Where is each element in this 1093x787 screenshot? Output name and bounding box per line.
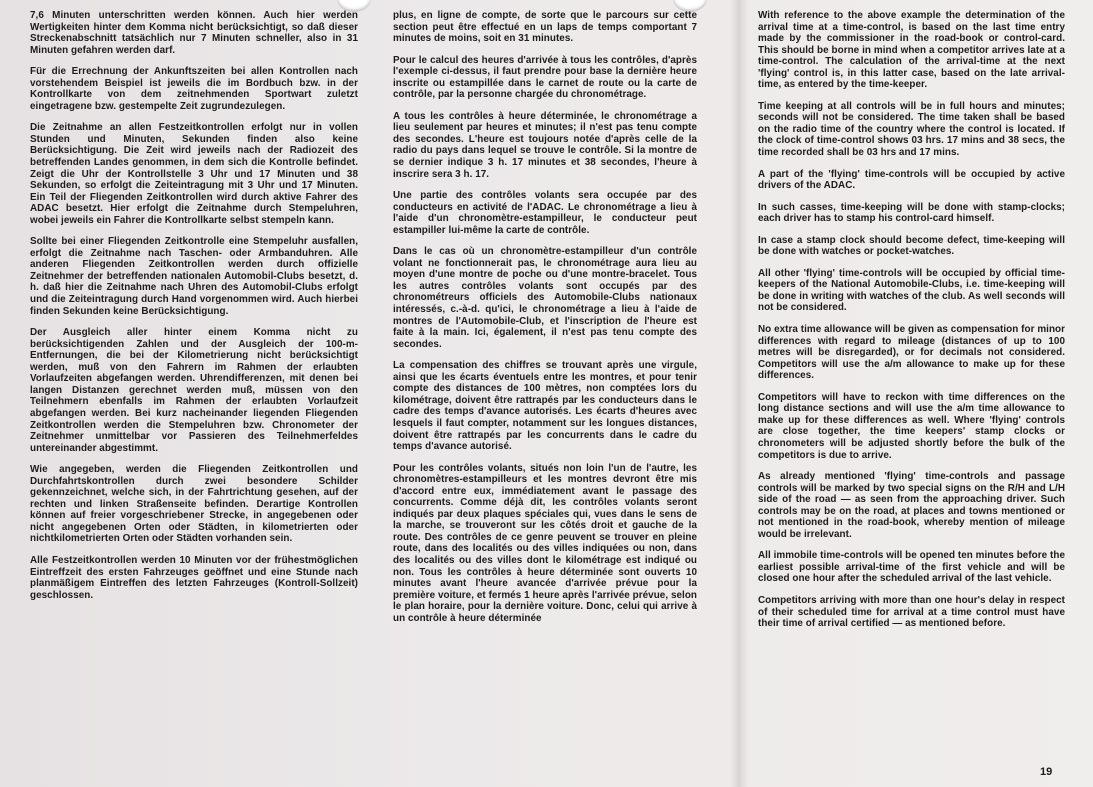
- paragraph: Wie angegeben, werden die Fliegenden Zeitkontrollen und Durchfahrtskontrollen durch zwei besondere Schilder gekennzeichnet, welche sich, in der Fahrtrichtung gesehen, auf der rechten und linken Straßenseite befinden. Derartige Kontrollen können auf freier vorgeschriebener Strecke, in angegebenen oder nicht angegebenen Orten oder Städten, in kilometrierten oder nichtkilometrierten Orten oder Städten vorhanden sein.: [30, 464, 358, 545]
- column-german: [30, 10, 358, 611]
- paragraph: With reference to the above example the determination of the arrival time at a time-control, is based on the last time entry made by the commissioner in the road-book or control-card. This should be borne in mind when a competitor arrives late at a time-control. The calculation of the arrival-time at the next 'flying' control is, in this latter case, based on the late arrival-time, as entered by the time-keeper.: [758, 10, 1065, 91]
- paragraph: Competitors arriving with more than one hour's delay in respect of their scheduled time for arrival at a time control must have their time of arrival certified — as mentioned before.: [758, 594, 1065, 630]
- paragraph: plus, en ligne de compte, de sorte que le parcours sur cette section peut être effectué en un laps de temps comportant 7 minutes de moins, soit en 31 minutes.: [393, 10, 697, 45]
- paragraph: Die Zeitnahme an allen Festzeitkontrollen erfolgt nur in vollen Stunden und Minuten, Sekunden finden also keine Berücksichtigung. Die Zeit wird jeweils nach der Radiozeit des betreffenden Landes genommen, in dem sich die Kontrolle befindet. Zeigt die Uhr der Kontrollstelle 3 Uhr und 17 Minuten und 38 Sekunden, so erfolgt die Zeiteintragung mit 3 Uhr und 17 Minuten. Ein Teil der Fliegenden Zeitkontrollen wird durch aktive Fahrer des ADAC besetzt. Hier erfolgt die Zeitnahme durch Stempeluhren, wobei jeweils ein Fahrer die Kontrollkarte selbst stempeln kann.: [30, 122, 358, 226]
- paragraph: Une partie des contrôles volants sera occupée par des conducteurs en activité de l'ADAC. Le chronométrage a lieu à l'aide d'un chronomètre-estampilleur, le conducteur peut estampiller lui-même la carte de contrôle.: [393, 190, 697, 236]
- paragraph: La compensation des chiffres se trouvant après une virgule, ainsi que les écarts éventuels entre les montres, et pour tenir compte des distances de 100 mètres, non comptées lors du kilométrage, doivent être rattrapés par les conducteurs dans le cadre des temps d'avance autorisés. Les écarts d'heures avec lesquels il faut compter, notamment sur les longues distances, doivent être rattrapés par les concurrents dans le cadre du temps d'avance autorisé.: [393, 360, 697, 453]
- page-fold: [730, 0, 748, 787]
- paragraph: Für die Errechnung der Ankunftszeiten bei allen Kontrollen nach vorstehendem Beispiel ist jeweils die im Bordbuch bzw. in der Kontrollkarte von dem zeitnehmenden Sportwart zuletzt eingetragene bzw. gestempelte Zeit zugrundezulegen.: [30, 66, 358, 112]
- paragraph: Sollte bei einer Fliegenden Zeitkontrolle eine Stempeluhr ausfallen, erfolgt die Zeitnahme nach Taschen- oder Armbanduhren. Alle anderen Fliegenden Zeitkontrollen werden durch offizielle Zeitnehmer der betreffenden nationalen Automobil-Clubs besetzt, d. h. daß hier die Zeitnahme nach Uhren des Automobil-Clubs erfolgt und die Zeiteintragung durch Hand vorgenommen wird. Auch hierbei finden Sekunden keine Berücksichtigung.: [30, 236, 358, 317]
- column-french: [393, 10, 697, 634]
- paragraph: Alle Festzeitkontrollen werden 10 Minuten vor der frühestmöglichen Eintreffzeit des ersten Fahrzeuges geöffnet und eine Stunde nach planmäßigem Eintreffen des letzten Fahrzeuges (Kontroll-Sollzeit) geschlossen.: [30, 554, 358, 601]
- paragraph: In case a stamp clock should become defect, time-keeping will be done with watches or pocket-watches.: [758, 234, 1065, 258]
- paragraph: Pour le calcul des heures d'arrivée à tous les contrôles, d'après l'exemple ci-dessus, il faut prendre pour base la dernière heure inscrite ou estampillée dans le carnet de route ou la carte de contrôle, par la personne chargée du chronométrage.: [393, 54, 697, 101]
- paragraph: Competitors will have to reckon with time differences on the long distance sections and will use the a/m time allowance to make up for these differences as well. Where 'flying' controls are close together, the time keepers' stamp clocks or chronometers will be adjusted shortly before the bulk of the competitors is due to arrive.: [758, 391, 1065, 461]
- page-number: 19: [1040, 766, 1053, 778]
- paragraph: Pour les contrôles volants, situés non loin l'un de l'autre, les chronomètres-estampilleurs et les montres devront être mis d'accord entre eux, immédiatement avant le passage des concurrents. Comme déjà dit, les contrôles volants seront indiqués par deux plaques spéciales qui, vues dans le sens de la marche, se trouveront sur les côtés droit et gauche de la route. Des contrôles de ce genre peuvent se trouver en pleine route, dans des localités ou des villes indiquées ou non, dans des localités ou des villes dont le kilométrage est indiqué ou non. Tous les contrôles à heure déterminée sont ouverts 10 minutes avant l'heure avancée d'arrivée prévue pour la première voiture, et fermés 1 heure après l'arrivée prévue, selon le plan horaire, pour la dernière voiture. Donc, celui qui arrive à un contrôle à heure déterminée: [393, 462, 697, 624]
- paragraph: All other 'flying' time-controls will be occupied by official time-keepers of the National Automobile-Clubs, i.e. time-keeping will be done in writing with watches of the club. As well seconds will not be considered.: [758, 267, 1065, 314]
- paragraph: A part of the 'flying' time-controls will be occupied by active drivers of the ADAC.: [758, 168, 1065, 192]
- paragraph: All immobile time-controls will be opened ten minutes before the earliest possible arrival-time of the first vehicle and will be closed one hour after the scheduled arrival of the last vehicle.: [758, 550, 1065, 585]
- paragraph: Dans le cas où un chronomètre-estampilleur d'un contrôle volant ne fonctionnerait pas, le chronométrage aura lieu au moyen d'une montre de poche ou d'une montre-bracelet. Tous les autres contrôles volants sont occupés par des chronométreurs officiels des Automobile-Clubs nationaux intéressés, c.-à-d. qu'ici, le chronométrage a lieu à l'aide de montres de l'Automobile-Club, et l'inscription de l'heure est faite à la main. Ici, également, il n'est pas tenu compte des secondes.: [393, 246, 697, 350]
- paragraph: 7,6 Minuten unterschritten werden können. Auch hier werden Wertigkeiten hinter dem Komma nicht berücksichtigt, so daß dieser Streckenabschnitt tatsächlich nur 7 Minuten schneller, also in 31 Minuten gefahren werden darf.: [30, 10, 358, 56]
- paragraph: Der Ausgleich aller hinter einem Komma nicht zu berücksichtigenden Zahlen und der Ausgleich der 100-m-Entfernungen, die bei der Kilometrierung nicht berücksichtigt werden, muß von den Fahrern im Rahmen der erlaubten Vorlaufzeiten abgefangen werden. Uhrendifferenzen, mit denen bei langen Distanzen gerechnet werden muß, müssen von den Teilnehmern ebenfalls im Rahmen der erlaubten Vorlaufzeit abgefangen werden. Bei kurz nacheinander liegenden Fliegenden Zeitkontrollen werden die Stempeluhren bzw. Chronometer der Zeitnehmer unmittelbar vor Passieren des Teilnehmerfeldes untereinander abgestimmt.: [30, 327, 358, 454]
- column-english: [758, 10, 1065, 640]
- paragraph: Time keeping at all controls will be in full hours and minutes; seconds will not be considered. The time taken shall be based on the radio time of the country where the control is located. If the clock of time-control shows 03 hrs. 17 mins and 38 secs, the time recorded shall be 03 hrs and 17 mins.: [758, 100, 1065, 159]
- paragraph: A tous les contrôles à heure déterminée, le chronométrage a lieu seulement par heures et minutes; il n'est pas tenu compte des secondes. L'heure est toujours notée d'après celle de la radio du pays dans lequel se trouve le contrôle. Si la montre de se dernier indique 3 h. 17 minutes et 38 secondes, l'heure à inscrire sera 3 h. 17.: [393, 110, 697, 180]
- paragraph: In such casses, time-keeping will be done with stamp-clocks; each driver has to stamp his control-card himself.: [758, 201, 1065, 225]
- paragraph: As already mentioned 'flying' time-controls and passage controls will be marked by two special signs on the R/H and L/H side of the road — as seen from the approaching driver. Such controls may be on the road, at places and towns mentioned or not mentioned in the road-book, whereby mention of mileage would be irrelevant.: [758, 471, 1065, 540]
- paragraph: No extra time allowance will be given as compensation for minor differences with regard to mileage (distances of up to 100 metres will be disregarded), or for decimals not considered. Competitors will use the a/m allowance to make up for these differences.: [758, 324, 1065, 382]
